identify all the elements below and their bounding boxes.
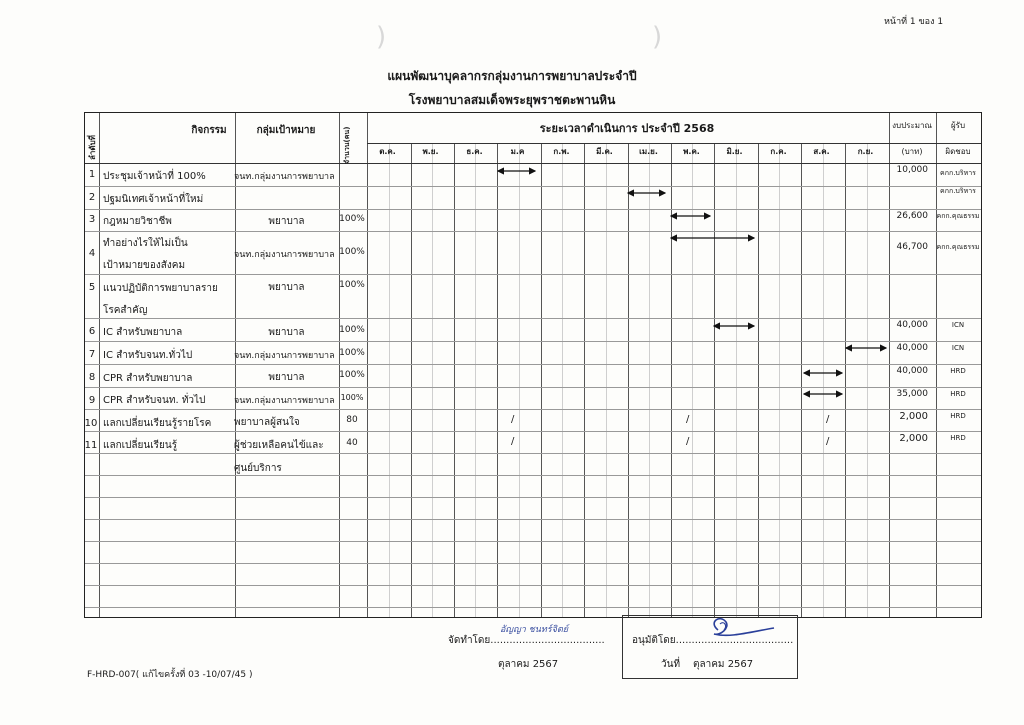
month-mar: มี.ค. xyxy=(596,147,613,156)
row-target: จนท.กลุ่มงานการพยาบาล xyxy=(234,172,335,182)
hole-punch-mark: ) xyxy=(376,22,387,52)
form-code: F-HRD-007( แก้ไขครั้งที่ 03 -10/07/45 ) xyxy=(87,670,253,680)
month-jun: มิ.ย. xyxy=(726,147,743,156)
month-sep: ก.ย. xyxy=(857,147,874,156)
row-activity: แลกเปลี่ยนเรียนรู้ xyxy=(103,440,178,451)
page-subtitle: โรงพยาบาลสมเด็จพระยุพราชตะพานหิน xyxy=(408,93,616,107)
row-number: 1 xyxy=(88,169,96,180)
row-target: พยาบาล xyxy=(268,216,305,227)
row-owner: คกก.คุณธรรม xyxy=(936,212,980,220)
row-owner: คกก.คุณธรรม xyxy=(936,243,980,251)
hole-punch-mark: ) xyxy=(652,22,663,52)
row-activity: ประชุมเจ้าหน้าที่ 100% xyxy=(103,171,206,182)
row-budget: 35,000 xyxy=(896,389,928,399)
row-number: 2 xyxy=(88,192,96,203)
row-number: 3 xyxy=(88,214,96,225)
row-count: 100% xyxy=(340,393,364,402)
schedule-mark: / xyxy=(511,414,515,425)
row-activity: ปฐมนิเทศเจ้าหน้าที่ใหม่ xyxy=(103,194,204,205)
row-owner: คกก.บริหาร xyxy=(940,187,976,195)
row-owner: HRD xyxy=(950,390,966,398)
row-activity: IC สำหรับจนท.ทั่วไป xyxy=(103,350,193,361)
month-nov: พ.ย. xyxy=(422,147,439,156)
approver-signature-icon xyxy=(690,612,780,646)
row-target-line2: ศูนย์บริการ xyxy=(234,463,282,474)
row-owner: ICN xyxy=(951,344,965,352)
row-activity: กฎหมายวิชาชีพ xyxy=(103,216,172,227)
row-owner: HRD xyxy=(950,434,966,442)
row-activity: ทำอย่างไรให้ไม่เป็น xyxy=(103,238,188,249)
row-budget: 40,000 xyxy=(896,366,928,376)
row-count: 100% xyxy=(339,247,365,257)
col-count-header: จำนวน(คน) xyxy=(343,126,351,164)
row-number: 7 xyxy=(88,349,96,360)
row-budget: 40,000 xyxy=(896,320,928,330)
col-period-header: ระยะเวลาดำเนินการ ประจำปี 2568 xyxy=(539,122,715,135)
row-activity-line2: โรคสำคัญ xyxy=(103,305,148,316)
row-owner: HRD xyxy=(950,367,966,375)
row-budget: 2,000 xyxy=(899,433,928,444)
approved-by: อนุมัติโดย..................................... xyxy=(632,635,794,646)
row-owner: HRD xyxy=(950,412,966,420)
row-budget: 10,000 xyxy=(896,165,928,175)
schedule-mark: / xyxy=(686,414,690,425)
row-target: พยาบาล xyxy=(268,282,305,293)
month-oct: ต.ค. xyxy=(379,147,396,156)
row-count: 100% xyxy=(339,348,365,358)
row-number: 11 xyxy=(84,440,98,451)
col-owner-header-2: ผิดชอบ xyxy=(945,147,971,156)
col-order-header: ลำดับที่ xyxy=(88,135,97,160)
row-target: พยาบาลผู้สนใจ xyxy=(234,417,300,428)
col-budget-unit: (บาท) xyxy=(901,147,923,156)
approved-date-label: วันที่ xyxy=(661,659,681,670)
row-target: พยาบาล xyxy=(268,327,305,338)
month-feb: ก.พ. xyxy=(553,147,570,156)
row-count: 40 xyxy=(346,438,358,448)
row-number: 8 xyxy=(88,372,96,383)
row-activity: IC สำหรับพยาบาล xyxy=(103,327,183,338)
month-dec: ธ.ค. xyxy=(466,147,483,156)
month-aug: ส.ค. xyxy=(813,147,830,156)
schedule-mark: / xyxy=(511,436,515,447)
row-count: 100% xyxy=(339,325,365,335)
month-jan: ม.ค xyxy=(510,147,525,156)
row-number: 9 xyxy=(88,395,96,406)
row-number: 10 xyxy=(84,418,98,429)
month-jul: ก.ค. xyxy=(770,147,787,156)
schedule-mark: / xyxy=(826,414,830,425)
row-target: ผู้ช่วยเหลือคนไข้และ xyxy=(234,440,324,451)
row-target: จนท.กลุ่มงานการพยาบาล xyxy=(234,396,335,406)
month-may: พ.ค. xyxy=(683,147,700,156)
row-activity-line2: เป้าหมายของสังคม xyxy=(103,260,186,271)
row-target: พยาบาล xyxy=(268,372,305,383)
row-budget: 46,700 xyxy=(896,242,928,252)
col-activity-header: กิจกรรม xyxy=(191,125,227,136)
col-budget-header: งบประมาณ xyxy=(892,121,932,130)
page-number: หน้าที่ 1 ของ 1 xyxy=(884,17,944,27)
preparer-signature: อัญญา ชนทร์จิตย์ xyxy=(500,625,569,635)
row-activity: CPR สำหรับพยาบาล xyxy=(103,373,193,384)
month-apr: เม.ย. xyxy=(639,147,658,156)
prepared-date: ตุลาคม 2567 xyxy=(498,659,559,670)
row-activity: แนวปฏิบัติการพยาบาลราย xyxy=(103,283,218,294)
row-target: จนท.กลุ่มงานการพยาบาล xyxy=(234,351,335,361)
page-title: แผนพัฒนาบุคลากรกลุ่มงานการพยาบาลประจำปี xyxy=(387,69,637,83)
row-count: 100% xyxy=(339,280,365,290)
row-activity: CPR สำหรับจนท. ทั่วไป xyxy=(103,395,206,406)
approved-date: ตุลาคม 2567 xyxy=(693,659,754,670)
row-owner: คกก.บริหาร xyxy=(940,169,976,177)
row-budget: 40,000 xyxy=(896,343,928,353)
row-count: 80 xyxy=(346,415,358,425)
row-number: 4 xyxy=(88,248,96,259)
row-owner: ICN xyxy=(951,321,965,329)
row-count: 100% xyxy=(339,214,365,224)
row-number: 5 xyxy=(88,282,96,293)
schedule-mark: / xyxy=(826,436,830,447)
row-target: จนท.กลุ่มงานการพยาบาล xyxy=(234,250,335,260)
row-number: 6 xyxy=(88,326,96,337)
row-budget: 26,600 xyxy=(896,211,928,221)
row-activity: แลกเปลี่ยนเรียนรู้รายโรค xyxy=(103,418,212,429)
col-target-header: กลุ่มเป้าหมาย xyxy=(256,125,316,136)
prepared-by: จัดทำโดย.................................... xyxy=(448,635,605,646)
col-owner-header: ผู้รับ xyxy=(950,121,966,130)
schedule-mark: / xyxy=(686,436,690,447)
row-budget: 2,000 xyxy=(899,411,928,422)
row-count: 100% xyxy=(339,370,365,380)
